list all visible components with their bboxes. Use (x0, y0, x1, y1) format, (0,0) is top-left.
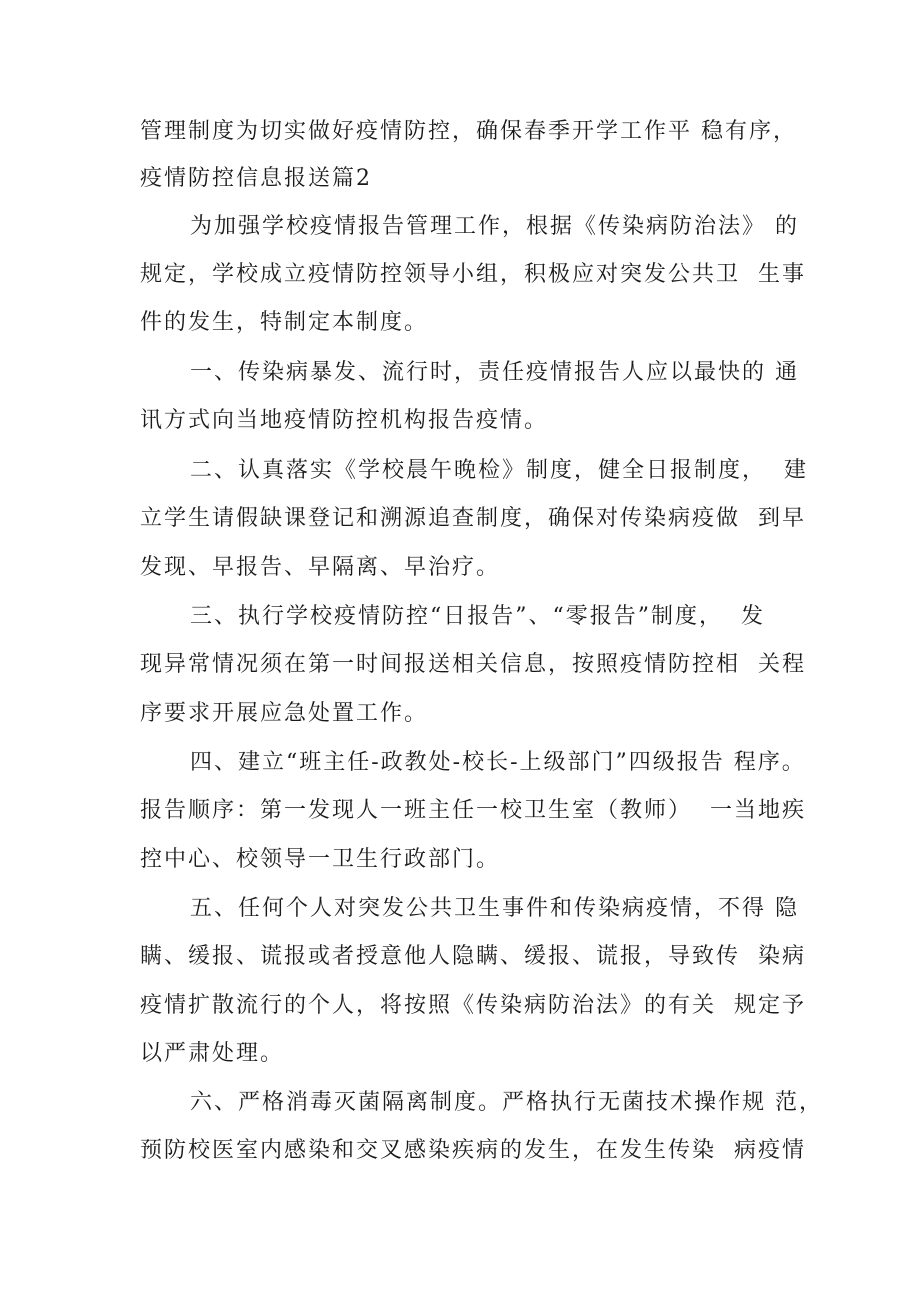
text-line: 立学生请假缺课登记和溯源追查制度，确保对传染病疫做 到早 (140, 506, 806, 531)
text-line: 讯方式向当地疫情防控机构报告疫情。 (140, 408, 549, 433)
text-line: 报告顺序：第一发现人一班主任一校卫生室（教师） 一当地疾 (140, 798, 806, 823)
text-line: 预防校医室内感染和交叉感染疾病的发生，在发生传染 病疫情 (140, 1138, 806, 1163)
text-line: 管理制度为切实做好疫情防控，确保春季开学工作平 稳有序， (140, 119, 797, 144)
text-line: 发现、早报告、早隔离、早治疗。 (140, 555, 501, 580)
text-line: 以严肃处理。 (140, 1041, 285, 1066)
text-line: 四、建立“班主任-政教处-校长-上级部门”四级报告 程序。 (190, 750, 806, 775)
text-line: 六、严格消毒灭菌隔离制度。严格执行无菌技术操作规 范， (190, 1090, 823, 1115)
section-heading: 疫情防控信息报送篇2 (140, 166, 372, 191)
text-line: 为加强学校疫情报告管理工作，根据《传染病防治法》 的 (190, 214, 799, 239)
text-line: 件的发生，特制定本制度。 (140, 310, 429, 335)
text-line: 疫情扩散流行的个人，将按照《传染病防治法》的有关 规定予 (140, 993, 806, 1018)
text-line: 一、传染病暴发、流行时，责任疫情报告人应以最快的 通 (190, 360, 799, 385)
text-line: 三、执行学校疫情防控“日报告”、“零报告”制度， 发 (190, 604, 765, 629)
text-line: 规定，学校成立疫情防控领导小组，积极应对突发公共卫 生事 (140, 262, 806, 287)
text-line: 序要求开展应急处置工作。 (140, 701, 429, 726)
text-line: 控中心、校领导一卫生行政部门。 (140, 847, 501, 872)
text-line: 五、任何个人对突发公共卫生事件和传染病疫情，不得 隐 (190, 896, 799, 921)
text-line: 现异常情况须在第一时间报送相关信息，按照疫情防控相 关程 (140, 652, 806, 677)
text-line: 瞒、缓报、谎报或者授意他人隐瞒、缓报、谎报，导致传 染病 (140, 944, 806, 969)
text-line: 二、认真落实《学校晨午晚检》制度，健全日报制度， 建 (190, 458, 808, 483)
